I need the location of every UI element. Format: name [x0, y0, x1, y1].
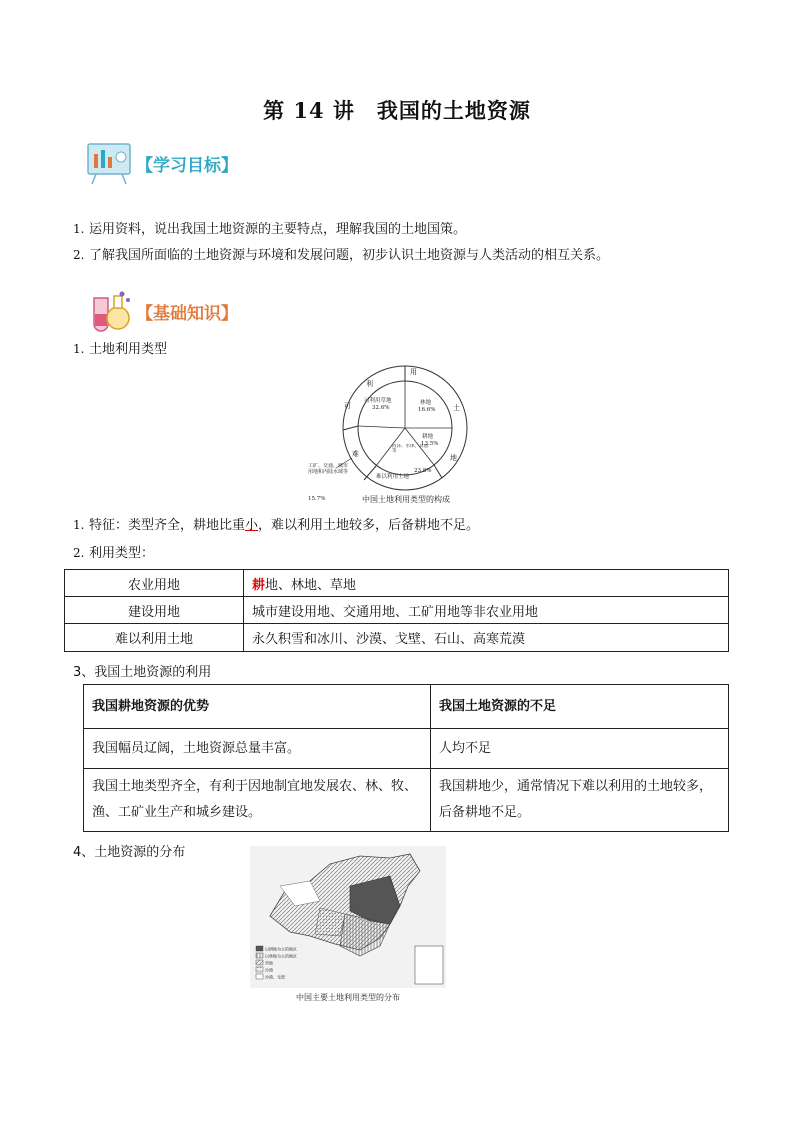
- table-row: [65, 570, 729, 597]
- content-cell: 永久积雪和冰川、沙漠、戈壁、石山、高寒荒漠: [244, 624, 729, 652]
- ring-char-yong: 用: [410, 368, 417, 376]
- content-cell: 耕地、林地、草地: [244, 570, 729, 597]
- type-cell: 难以利用土地: [65, 624, 244, 652]
- legend-item: 以林地为主的地区: [265, 953, 297, 959]
- land-resource-table: [83, 684, 729, 832]
- table-header-row: [84, 685, 729, 729]
- objective-item-2: 2. 了解我国所面临的土地资源与环境和发展问题，初步认识土地资源与人类活动的相互关系。: [73, 248, 610, 263]
- header-shortages: 我国土地资源的不足: [431, 685, 729, 729]
- heading-land-distribution: 4、土地资源的分布: [73, 845, 186, 860]
- pie-value-grass: 32.6%: [372, 405, 390, 411]
- table-row: [84, 769, 729, 832]
- page-title: 第 14 讲 我国的土地资源: [263, 98, 531, 123]
- pie-label-hard: 难以利用土地: [376, 474, 410, 480]
- map-caption: 中国主要土地利用类型的分布: [296, 993, 400, 1002]
- heading-land-resource-use: 3、我国土地资源的利用: [73, 665, 212, 680]
- heading-use-types: 2. 利用类型：: [73, 546, 155, 561]
- ring-char-tu: 土: [453, 404, 460, 412]
- land-use-map: [250, 846, 446, 988]
- pie-value-forest: 16.6%: [418, 407, 436, 413]
- type-cell: 农业用地: [65, 570, 244, 597]
- table-row: [65, 597, 729, 624]
- ring-char-li: 利: [366, 380, 373, 388]
- table-row: [65, 624, 729, 652]
- legend-item: 沙漠: [265, 967, 273, 973]
- pie-label-grass: 可利用草地: [364, 398, 392, 404]
- legend-item: 以耕地为主的地区: [265, 946, 297, 952]
- china-map-image: [250, 846, 446, 988]
- ring-char-ke: 可: [344, 402, 351, 410]
- header-advantages: 我国耕地资源的优势: [84, 685, 431, 729]
- pie-caption: 中国土地利用类型的构成: [362, 495, 450, 504]
- land-use-type-table: [64, 569, 729, 652]
- pie-label-mine: 工矿、交通、城市用地和内陆水域等: [308, 463, 349, 475]
- pie-label-other: 沼泽、水体、其他等: [392, 444, 428, 454]
- table-cell: 人均不足: [431, 729, 729, 769]
- heading-land-use-types: 1. 土地利用类型: [73, 342, 168, 357]
- objective-item-1: 1. 运用资料，说出我国土地资源的主要特点，理解我国的土地国策。: [73, 222, 467, 237]
- pie-label-farm: 耕地: [422, 434, 434, 440]
- legend-item: 草地: [265, 960, 273, 966]
- flask-icon: [86, 288, 132, 334]
- type-cell: 建设用地: [65, 597, 244, 624]
- pie-value-farm: 13.5%: [421, 441, 439, 447]
- ring-char-nan: 难: [352, 450, 359, 458]
- feature-mark: 小: [245, 518, 259, 533]
- basics-label: 【基础知识】: [136, 303, 238, 324]
- pie-value-other: 23.8%: [414, 468, 432, 474]
- table-cell: 我国土地类型齐全，有利于因地制宜地发展农、林、牧、渔、工矿业生产和城乡建设。: [84, 769, 431, 832]
- legend-item: 沙漠、戈壁: [265, 974, 285, 980]
- table-cell: 我国耕地少，通常情况下难以利用的土地较多，后备耕地不足。: [431, 769, 729, 832]
- objectives-label: 【学习目标】: [136, 155, 238, 176]
- land-use-pie-figure: [306, 360, 506, 510]
- ring-char-di: 地: [450, 454, 457, 462]
- table-row: [84, 729, 729, 769]
- basics-header: [86, 288, 238, 334]
- table-cell: 我国幅员辽阔，土地资源总量丰富。: [84, 729, 431, 769]
- pie-label-forest: 林地: [420, 400, 432, 406]
- objectives-header: [86, 140, 238, 186]
- map-legend: [256, 946, 263, 979]
- land-use-pie-chart: [306, 360, 506, 510]
- content-cell: 城市建设用地、交通用地、工矿用地等非农业用地: [244, 597, 729, 624]
- pie-value-mine: 15.7%: [308, 496, 326, 502]
- feature-line: 1. 特征：类型齐全，耕地比重小，难以利用土地较多，后备耕地不足。: [73, 518, 480, 533]
- presentation-board-icon: [86, 140, 132, 186]
